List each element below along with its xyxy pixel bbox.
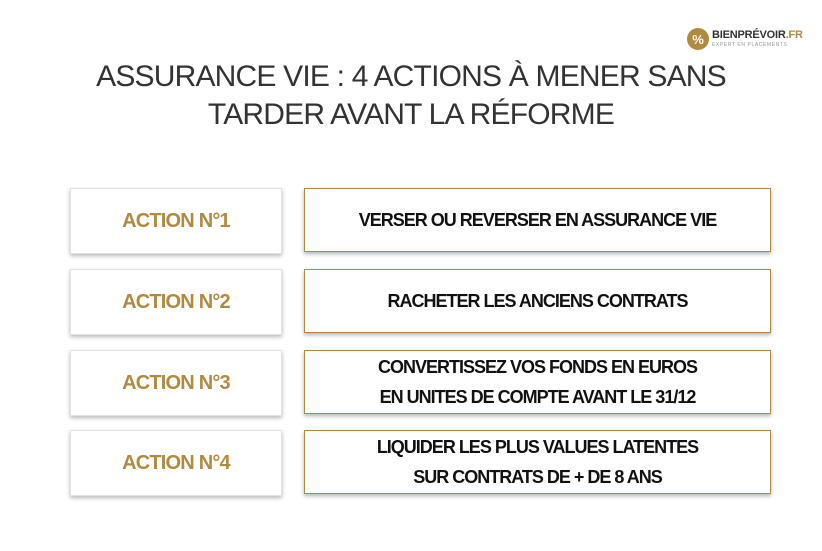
logo-tagline: EXPERT EN PLACEMENTS xyxy=(712,42,788,48)
action-label-2: ACTION N°2 xyxy=(70,269,282,335)
action-label-3: ACTION N°3 xyxy=(70,350,282,416)
action-row-2 xyxy=(0,269,822,335)
description-line: EN UNITES DE COMPTE AVANT LE 31/12 xyxy=(379,387,696,407)
logo-name-main: BIENPRÉVOIR xyxy=(712,29,786,41)
action-description-2 xyxy=(304,269,771,333)
title-line-2: TARDER AVANT LA RÉFORME xyxy=(207,98,615,131)
action-row-3 xyxy=(0,350,822,416)
action-description-3 xyxy=(304,350,771,414)
percent-logo-icon: % xyxy=(687,28,709,50)
action-description-4 xyxy=(304,430,771,494)
action-row-4 xyxy=(0,430,822,496)
title-line-1: ASSURANCE VIE : 4 ACTIONS À MENER SANS xyxy=(96,60,726,93)
page-title xyxy=(40,58,782,134)
action-description-1 xyxy=(304,188,771,252)
action-label-1: ACTION N°1 xyxy=(70,188,282,254)
logo-name-suffix: .FR xyxy=(785,29,803,41)
logo-text xyxy=(712,30,803,48)
description-line: VERSER OU REVERSER EN ASSURANCE VIE xyxy=(358,210,717,230)
description-line: LIQUIDER LES PLUS VALUES LATENTES xyxy=(376,437,699,457)
action-label-4: ACTION N°4 xyxy=(70,430,282,496)
description-line: SUR CONTRATS DE + DE 8 ANS xyxy=(413,467,662,487)
description-line: RACHETER LES ANCIENS CONTRATS xyxy=(387,291,688,311)
logo-name xyxy=(712,30,803,41)
brand-logo xyxy=(687,28,803,50)
action-row-1 xyxy=(0,188,822,254)
description-line: CONVERTISSEZ VOS FONDS EN EUROS xyxy=(377,357,698,377)
